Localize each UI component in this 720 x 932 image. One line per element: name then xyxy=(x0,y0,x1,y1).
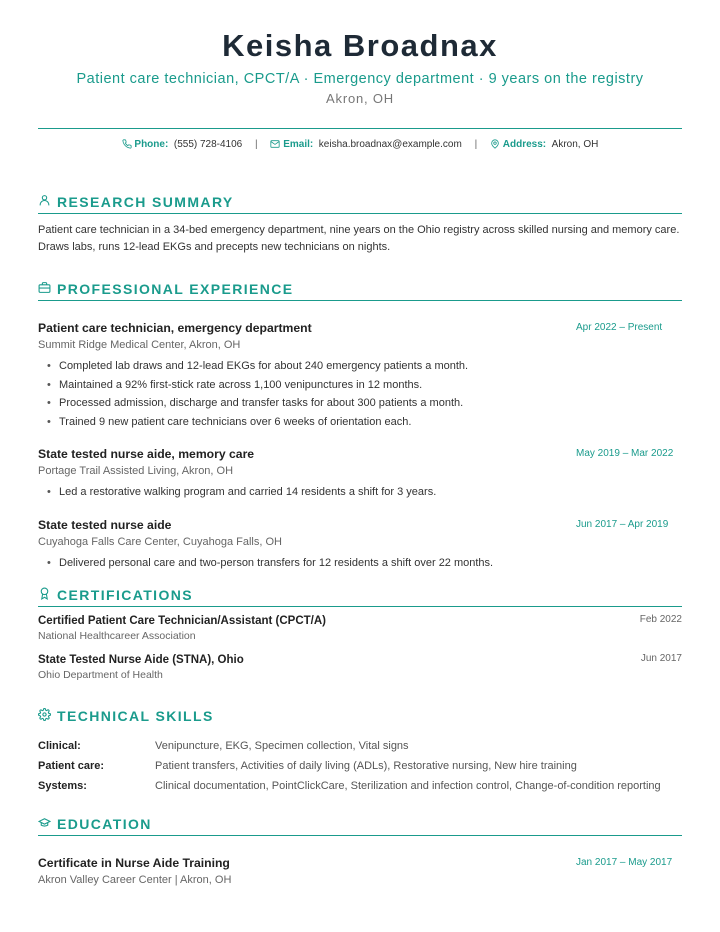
certification-date: Feb 2022 xyxy=(639,614,682,625)
address-label: Address: xyxy=(502,139,547,150)
section-heading: TECHNICAL SKILLS xyxy=(57,708,214,724)
section-title-certifications xyxy=(38,585,682,607)
certification-entry xyxy=(38,652,682,683)
skill-values: Patient transfers, Activities of daily living (ADLs), Restorative nursing, New hire training xyxy=(155,760,577,772)
phone-value: (555) 728-4106 xyxy=(173,139,243,150)
graduation-cap-icon xyxy=(38,816,57,832)
certifications-section xyxy=(38,585,682,683)
header-divider xyxy=(38,128,682,129)
section-heading: RESEARCH SUMMARY xyxy=(57,194,234,210)
skill-values: Clinical documentation, PointClickCare, Sterilization and infection control, Change-of-condition reporting xyxy=(155,780,661,792)
job-bullets xyxy=(38,357,682,431)
skill-values: Venipuncture, EKG, Specimen collection, Vital signs xyxy=(155,740,409,752)
summary-text: Patient care technician in a 34-bed emergency department, nine years on the Ohio registry across skilled nursing and memory care. Draws labs, runs 12-lead EKGs and precepts new technicians on nights. xyxy=(38,224,680,253)
list-item: • Processed admission, discharge and transfer tasks for about 300 patients a month. xyxy=(38,394,682,413)
education-entry xyxy=(38,854,682,889)
certification-entry xyxy=(38,613,682,644)
section-heading: CERTIFICATIONS xyxy=(57,587,194,603)
skill-row xyxy=(38,756,682,776)
list-item: • Completed lab draws and 12-lead EKGs for about 240 emergency patients a month. xyxy=(38,357,682,376)
school-name: Akron Valley Career Center | Akron, OH xyxy=(38,874,232,886)
section-heading: PROFESSIONAL EXPERIENCE xyxy=(57,281,294,297)
job-organization: Portage Trail Assisted Living, Akron, OH xyxy=(38,465,234,477)
person-icon xyxy=(38,194,57,210)
contact-bar xyxy=(38,138,682,152)
email-value[interactable]: keisha.broadnax@example.com xyxy=(318,139,462,150)
job-organization: Cuyahoga Falls Care Center, Cuyahoga Falls, OH xyxy=(38,535,282,548)
education-section xyxy=(38,814,682,889)
skill-category: Clinical: xyxy=(38,740,81,752)
header-location: Akron, OH xyxy=(326,91,394,106)
job-organization: Summit Ridge Medical Center, Akron, OH xyxy=(38,339,241,351)
job-title: State tested nurse aide, memory care xyxy=(38,447,255,461)
section-heading: EDUCATION xyxy=(57,816,152,832)
candidate-name: Keisha Broadnax xyxy=(222,28,498,63)
certification-date: Jun 2017 xyxy=(640,653,682,664)
certification-name: State Tested Nurse Aide (STNA), Ohio xyxy=(38,654,244,666)
experience-section xyxy=(38,279,682,572)
degree-name: Certificate in Nurse Aide Training xyxy=(38,856,230,870)
skill-category: Systems: xyxy=(38,780,87,792)
section-title-education xyxy=(38,814,682,836)
contact-separator: | xyxy=(474,139,478,150)
job-date: Apr 2022 – Present xyxy=(576,322,663,333)
phone-label: Phone: xyxy=(134,139,169,150)
list-item: • Led a restorative walking program and carried 14 residents a shift for 3 years. xyxy=(38,483,682,502)
certification-name: Certified Patient Care Technician/Assistant (CPCT/A) xyxy=(38,615,326,627)
list-item: • Trained 9 new patient care technicians over 6 weeks of orientation each. xyxy=(38,413,682,432)
job-title: State tested nurse aide xyxy=(38,517,172,532)
job-date: Jun 2017 – Apr 2019 xyxy=(576,518,669,530)
resume-page xyxy=(38,0,682,889)
job-date: May 2019 – Mar 2022 xyxy=(576,448,674,459)
headline: Patient care technician, CPCT/A · Emergency department · 9 years on the registry xyxy=(76,71,644,87)
section-title-summary xyxy=(38,192,682,214)
phone-icon xyxy=(122,139,135,150)
skill-row xyxy=(38,776,682,796)
skills-table xyxy=(38,736,682,796)
job-bullets xyxy=(38,483,682,502)
certification-issuer: Ohio Department of Health xyxy=(38,669,163,681)
briefcase-icon xyxy=(38,281,57,297)
gear-icon xyxy=(38,708,57,724)
job-bullets xyxy=(38,554,682,573)
job-title: Patient care technician, emergency department xyxy=(38,321,312,335)
email-label: Email: xyxy=(283,139,314,150)
list-item: • Delivered personal care and two-person transfers for 12 residents a shift over 22 months. xyxy=(38,554,682,573)
map-pin-icon xyxy=(490,139,503,150)
section-title-skills xyxy=(38,706,682,727)
award-ribbon-icon xyxy=(38,587,57,603)
list-item: • Maintained a 92% first-stick rate across 1,100 venipunctures in 12 months. xyxy=(38,376,682,395)
address-value: Akron, OH xyxy=(551,139,599,150)
job-entry xyxy=(38,445,682,502)
skill-row xyxy=(38,736,682,756)
skill-category: Patient care: xyxy=(38,760,105,772)
certification-issuer: National Healthcareer Association xyxy=(38,630,196,642)
summary-section xyxy=(38,192,682,256)
skills-section xyxy=(38,706,682,796)
contact-separator: | xyxy=(255,139,258,150)
section-title-experience xyxy=(38,279,682,301)
education-date: Jan 2017 – May 2017 xyxy=(576,857,673,868)
job-entry xyxy=(38,516,682,573)
job-entry xyxy=(38,319,682,431)
envelope-icon xyxy=(270,139,283,150)
